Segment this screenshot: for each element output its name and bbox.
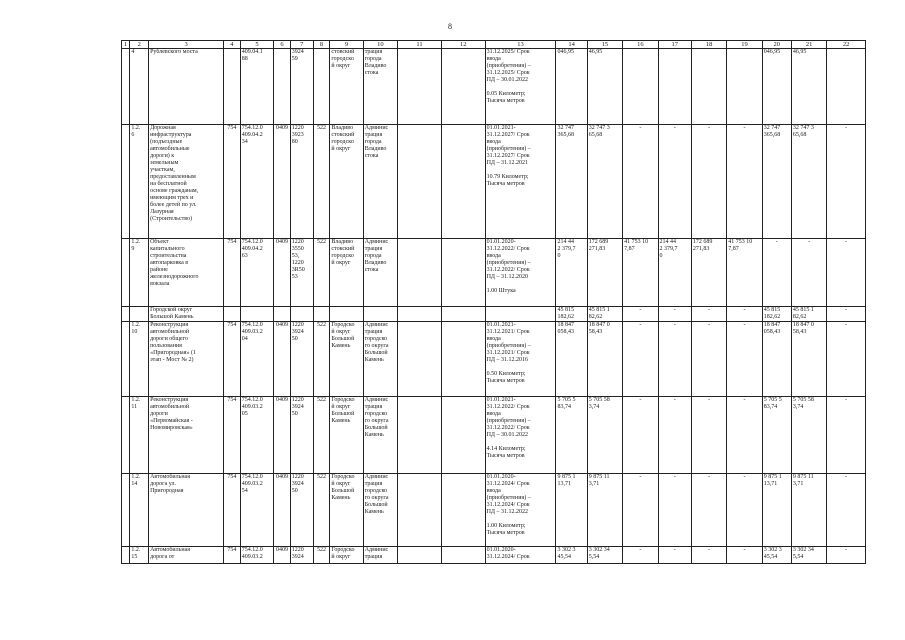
table-cell: 522 bbox=[313, 547, 330, 564]
table-row bbox=[122, 307, 866, 322]
table-cell: 01.01.2020- 31.12.2022/ Срок ввода (приобретения) – 31.12.2022/ Срок ПД – 31.12.2020 1.00 Штука bbox=[485, 239, 556, 307]
table-cell: - bbox=[691, 397, 726, 474]
header-cell: 4 bbox=[224, 41, 241, 49]
table-cell: 01.01.2021- 31.12.2027/ Срок ввода (приобретения) – 31.12.2027/ Срок ПД – 31.12.2021 10.79 Километр; Тысяча метров bbox=[485, 125, 556, 239]
table-cell: - bbox=[727, 125, 762, 239]
table-cell: Админис трация города Владиво стока bbox=[363, 239, 397, 307]
table-row bbox=[122, 239, 866, 307]
table-cell: 32 747 3 65,68 bbox=[791, 125, 826, 239]
table-cell: Админис трация bbox=[363, 547, 397, 564]
table-cell: 1220 3550 53, 1220 3R50 53 bbox=[290, 239, 313, 307]
header-cell: 8 bbox=[313, 41, 330, 49]
header-cell: 19 bbox=[727, 41, 762, 49]
table-cell bbox=[441, 474, 485, 547]
header-cell: 6 bbox=[274, 41, 291, 49]
header-cell: 7 bbox=[290, 41, 313, 49]
table-cell: 41 753 10 7,87 bbox=[727, 239, 762, 307]
table-cell: - bbox=[691, 474, 726, 547]
table-cell bbox=[122, 125, 130, 239]
table-cell: 754.12.0 409.03.2 bbox=[240, 547, 273, 564]
table-cell: 32 747 365,68 bbox=[556, 125, 587, 239]
table-cell: Админис трация города Владиво стока bbox=[363, 125, 397, 239]
table-cell: Рублевского моста bbox=[149, 49, 224, 125]
table-cell: 0409 bbox=[274, 397, 291, 474]
table-cell: трация города Владиво стока bbox=[363, 49, 397, 125]
table-cell bbox=[398, 239, 442, 307]
table-cell bbox=[398, 125, 442, 239]
table-cell: 3 302 34 5,54 bbox=[791, 547, 826, 564]
table-cell: 5 705 58 3,74 bbox=[791, 397, 826, 474]
table-cell: 754 bbox=[224, 239, 241, 307]
table-cell: 1.2. 6 bbox=[130, 125, 149, 239]
table-cell bbox=[224, 49, 241, 125]
header-cell: 12 bbox=[441, 41, 485, 49]
table-cell: Объект капитального строительства автопарковка в районе железнодорожного вокзала bbox=[149, 239, 224, 307]
table-row bbox=[122, 49, 866, 125]
header-cell: 1 bbox=[122, 41, 130, 49]
table-row bbox=[122, 397, 866, 474]
table-cell: 01.01.2020- 31.12.2024/ Срок ввода (приобретения) – 31.12.2024/ Срок ПД – 31.12.2022 1.00 Километр; Тысяча метров bbox=[485, 474, 556, 547]
table-cell: - bbox=[658, 307, 691, 322]
table-cell: 45 815 1 82,62 bbox=[587, 307, 622, 322]
table-cell bbox=[398, 307, 442, 322]
table-cell: 1.2. 14 bbox=[130, 474, 149, 547]
table-cell: 214 44 2 379,7 0 bbox=[556, 239, 587, 307]
header-cell: 20 bbox=[762, 41, 791, 49]
table-cell: 9 875 1 13,71 bbox=[762, 474, 791, 547]
table-cell: Городско й округ bbox=[330, 547, 363, 564]
budget-table bbox=[121, 40, 866, 564]
table-cell: 0409 bbox=[274, 474, 291, 547]
table-cell bbox=[290, 307, 313, 322]
table-cell: - bbox=[827, 397, 866, 474]
table-cell bbox=[441, 125, 485, 239]
table-cell bbox=[398, 547, 442, 564]
table-cell: - bbox=[658, 397, 691, 474]
table-cell: - bbox=[727, 474, 762, 547]
table-cell: 046,95 bbox=[762, 49, 791, 125]
table-cell: 46,95 bbox=[587, 49, 622, 125]
table-cell: - bbox=[623, 307, 658, 322]
table-cell bbox=[313, 307, 330, 322]
table-cell: 1220 3924 50 bbox=[290, 474, 313, 547]
table-cell: 3 302 3 45,54 bbox=[762, 547, 791, 564]
header-cell: 18 bbox=[691, 41, 726, 49]
header-cell: 22 bbox=[827, 41, 866, 49]
table-cell bbox=[441, 49, 485, 125]
table-cell bbox=[441, 307, 485, 322]
table-cell: Реконструкция автомобильной дороги общего пользования «Пригородная» (1 этап - Мост № 2) bbox=[149, 322, 224, 397]
table-cell: Городско й округ Большой Камень bbox=[330, 322, 363, 397]
table-cell bbox=[240, 307, 273, 322]
table-cell: 754 bbox=[224, 397, 241, 474]
table-cell bbox=[122, 547, 130, 564]
table-cell: 522 bbox=[313, 239, 330, 307]
table-cell: Автомобильная дорога от bbox=[149, 547, 224, 564]
table-cell: 754.12.0 409.03.2 04 bbox=[240, 322, 273, 397]
table-cell: 1220 3923 80 bbox=[290, 125, 313, 239]
table-cell: 214 44 2 379,7 0 bbox=[658, 239, 691, 307]
table-cell: Владиво стокский городско й округ bbox=[330, 239, 363, 307]
header-cell: 21 bbox=[791, 41, 826, 49]
header-cell: 15 bbox=[587, 41, 622, 49]
table-cell: Дорожная инфраструктура (подъездные автомобильные дороги) к земельным участкам, предоставленным на бесплатной основе гражданам, имеющим трех и более детей по ул. Лазурная (Строительство) bbox=[149, 125, 224, 239]
table-cell: 754 bbox=[224, 125, 241, 239]
page-number: 8 bbox=[448, 22, 452, 31]
table-cell: 45 815 182,62 bbox=[556, 307, 587, 322]
table-cell: 1.2. 11 bbox=[130, 397, 149, 474]
header-cell: 14 bbox=[556, 41, 587, 49]
table-cell: 41 753 10 7,87 bbox=[623, 239, 658, 307]
table-cell: 18 847 058,43 bbox=[556, 322, 587, 397]
table-cell: 4 bbox=[130, 49, 149, 125]
header-cell: 5 bbox=[240, 41, 273, 49]
table-cell: 1.2. 9 bbox=[130, 239, 149, 307]
header-cell: 3 bbox=[149, 41, 224, 49]
table-cell bbox=[122, 307, 130, 322]
table-cell: - bbox=[827, 547, 866, 564]
table-cell bbox=[398, 474, 442, 547]
table-cell: - bbox=[727, 322, 762, 397]
table-cell: Городской округ Большой Камень bbox=[149, 307, 224, 322]
table-cell bbox=[363, 307, 397, 322]
table-cell: 9 875 11 3,71 bbox=[791, 474, 826, 547]
table-row bbox=[122, 547, 866, 564]
table-cell bbox=[398, 322, 442, 397]
table-cell: - bbox=[623, 547, 658, 564]
table-cell: 754.12.0 409.03.2 54 bbox=[240, 474, 273, 547]
table-cell: - bbox=[727, 547, 762, 564]
header-cell: 17 bbox=[658, 41, 691, 49]
table-cell: - bbox=[623, 397, 658, 474]
table-cell: 01.01.2021- 31.12.2022/ Срок ввода (приобретения) – 31.12.2022/ Срок ПД – 30.01.2022 4.14 Километр; Тысяча метров bbox=[485, 397, 556, 474]
table-cell: 754.12.0 409.03.2 05 bbox=[240, 397, 273, 474]
table-cell: Городско й округ Большой Камень bbox=[330, 474, 363, 547]
table-cell: - bbox=[762, 239, 791, 307]
table-cell: Владиво стокский городско й округ bbox=[330, 125, 363, 239]
table-cell: 5 705 5 83,74 bbox=[762, 397, 791, 474]
table-cell: 01.01.2021- 31.12.2021/ Срок ввода (приобретения) – 31.12.2021/ Срок ПД – 31.12.2016 0.50 Километр; Тысяча метров bbox=[485, 322, 556, 397]
header-cell: 11 bbox=[398, 41, 442, 49]
table-cell: Автомобильная дорога ул. Пригородная bbox=[149, 474, 224, 547]
table-cell: 46,95 bbox=[791, 49, 826, 125]
table-cell: - bbox=[727, 397, 762, 474]
table-cell: Админис трация городско го округа Большой Камень bbox=[363, 397, 397, 474]
table-row bbox=[122, 125, 866, 239]
table-cell: 409.04.1 88 bbox=[240, 49, 273, 125]
table-cell bbox=[224, 307, 241, 322]
table-cell: 1.2. 10 bbox=[130, 322, 149, 397]
table-cell: 0409 bbox=[274, 547, 291, 564]
table-cell: 9 875 11 3,71 bbox=[587, 474, 622, 547]
table-cell: 5 705 58 3,74 bbox=[587, 397, 622, 474]
table-cell bbox=[330, 307, 363, 322]
table-row bbox=[122, 474, 866, 547]
table-cell bbox=[658, 49, 691, 125]
header-cell: 16 bbox=[623, 41, 658, 49]
table-cell: 754.12.0 409.04.2 63 bbox=[240, 239, 273, 307]
table-cell: 3924 59 bbox=[290, 49, 313, 125]
table-cell: 18 847 0 58,43 bbox=[791, 322, 826, 397]
table-cell: 1.2. 15 bbox=[130, 547, 149, 564]
table-cell: 0409 bbox=[274, 239, 291, 307]
table-cell: - bbox=[658, 125, 691, 239]
table-cell: 754 bbox=[224, 322, 241, 397]
table-cell bbox=[122, 49, 130, 125]
table-cell: 754 bbox=[224, 474, 241, 547]
table-cell: Админис трация городско го округа Большой Камень bbox=[363, 322, 397, 397]
table-cell: - bbox=[691, 307, 726, 322]
table-cell bbox=[691, 49, 726, 125]
table-cell: - bbox=[691, 322, 726, 397]
table-cell bbox=[485, 307, 556, 322]
table-cell: 5 705 5 83,74 bbox=[556, 397, 587, 474]
table-cell: - bbox=[623, 125, 658, 239]
table-cell: - bbox=[791, 239, 826, 307]
table-cell bbox=[398, 397, 442, 474]
table-cell: 01.01.2020- 31.12.2024/ Срок bbox=[485, 547, 556, 564]
table-cell: 1220 3924 50 bbox=[290, 397, 313, 474]
table-cell: 0409 bbox=[274, 322, 291, 397]
table-cell: 18 847 058,43 bbox=[762, 322, 791, 397]
table-cell: - bbox=[827, 239, 866, 307]
table-cell: 522 bbox=[313, 322, 330, 397]
table-cell: 45 815 182,62 bbox=[762, 307, 791, 322]
table-cell: Админис трация городско го округа Большой Камень bbox=[363, 474, 397, 547]
table-cell bbox=[623, 49, 658, 125]
table-cell: 522 bbox=[313, 125, 330, 239]
table-cell: 046,95 bbox=[556, 49, 587, 125]
table-cell: 172 689 271,83 bbox=[587, 239, 622, 307]
header-cell: 10 bbox=[363, 41, 397, 49]
table-cell: - bbox=[827, 125, 866, 239]
table-cell: 45 815 1 82,62 bbox=[791, 307, 826, 322]
table-cell bbox=[122, 397, 130, 474]
table-cell: - bbox=[691, 547, 726, 564]
table-cell bbox=[441, 322, 485, 397]
table-cell: - bbox=[827, 322, 866, 397]
table-cell: 522 bbox=[313, 474, 330, 547]
table-cell bbox=[827, 49, 866, 125]
table-cell: - bbox=[623, 474, 658, 547]
table-cell bbox=[122, 322, 130, 397]
table-cell: 32 747 365,68 bbox=[762, 125, 791, 239]
table-cell: 9 875 1 13,71 bbox=[556, 474, 587, 547]
table-cell bbox=[441, 397, 485, 474]
table-cell: - bbox=[658, 547, 691, 564]
table-cell: 172 689 271,83 bbox=[691, 239, 726, 307]
table-cell: 18 847 0 58,43 bbox=[587, 322, 622, 397]
table-cell bbox=[274, 307, 291, 322]
table-cell bbox=[274, 49, 291, 125]
table-cell: 754.12.0 409.04.2 34 bbox=[240, 125, 273, 239]
table-cell: - bbox=[827, 307, 866, 322]
table-row bbox=[122, 322, 866, 397]
table-cell bbox=[122, 474, 130, 547]
table-cell bbox=[441, 547, 485, 564]
table-cell bbox=[398, 49, 442, 125]
header-cell: 2 bbox=[130, 41, 149, 49]
table-cell: - bbox=[658, 322, 691, 397]
table-cell: 754 bbox=[224, 547, 241, 564]
table-cell: Реконструкция автомобильной дороги «Первомайская - Новомировская» bbox=[149, 397, 224, 474]
table-cell: - bbox=[691, 125, 726, 239]
table-cell bbox=[130, 307, 149, 322]
table-cell bbox=[122, 239, 130, 307]
table-cell: 3 302 3 45,54 bbox=[556, 547, 587, 564]
table-cell bbox=[441, 239, 485, 307]
table-cell: 0409 bbox=[274, 125, 291, 239]
header-cell: 13 bbox=[485, 41, 556, 49]
header-row bbox=[122, 41, 866, 49]
table-cell: 1220 3924 50 bbox=[290, 322, 313, 397]
table-cell: 32 747 3 65,68 bbox=[587, 125, 622, 239]
table-cell: 522 bbox=[313, 397, 330, 474]
table-cell bbox=[727, 49, 762, 125]
table-cell: 3 302 34 5,54 bbox=[587, 547, 622, 564]
header-cell: 9 bbox=[330, 41, 363, 49]
table-cell bbox=[313, 49, 330, 125]
table-cell: - bbox=[658, 474, 691, 547]
table-cell: 31.12.2025/ Срок ввода (приобретения) – 31.12.2025/ Срок ПД – 30.01.2022 0.05 Километр; Тысяча метров bbox=[485, 49, 556, 125]
table-cell: - bbox=[727, 307, 762, 322]
table-cell: - bbox=[827, 474, 866, 547]
table-cell: 1220 3924 bbox=[290, 547, 313, 564]
table-cell: - bbox=[623, 322, 658, 397]
table-cell: Городско й округ Большой Камень bbox=[330, 397, 363, 474]
table-cell: стовский городско й округ bbox=[330, 49, 363, 125]
